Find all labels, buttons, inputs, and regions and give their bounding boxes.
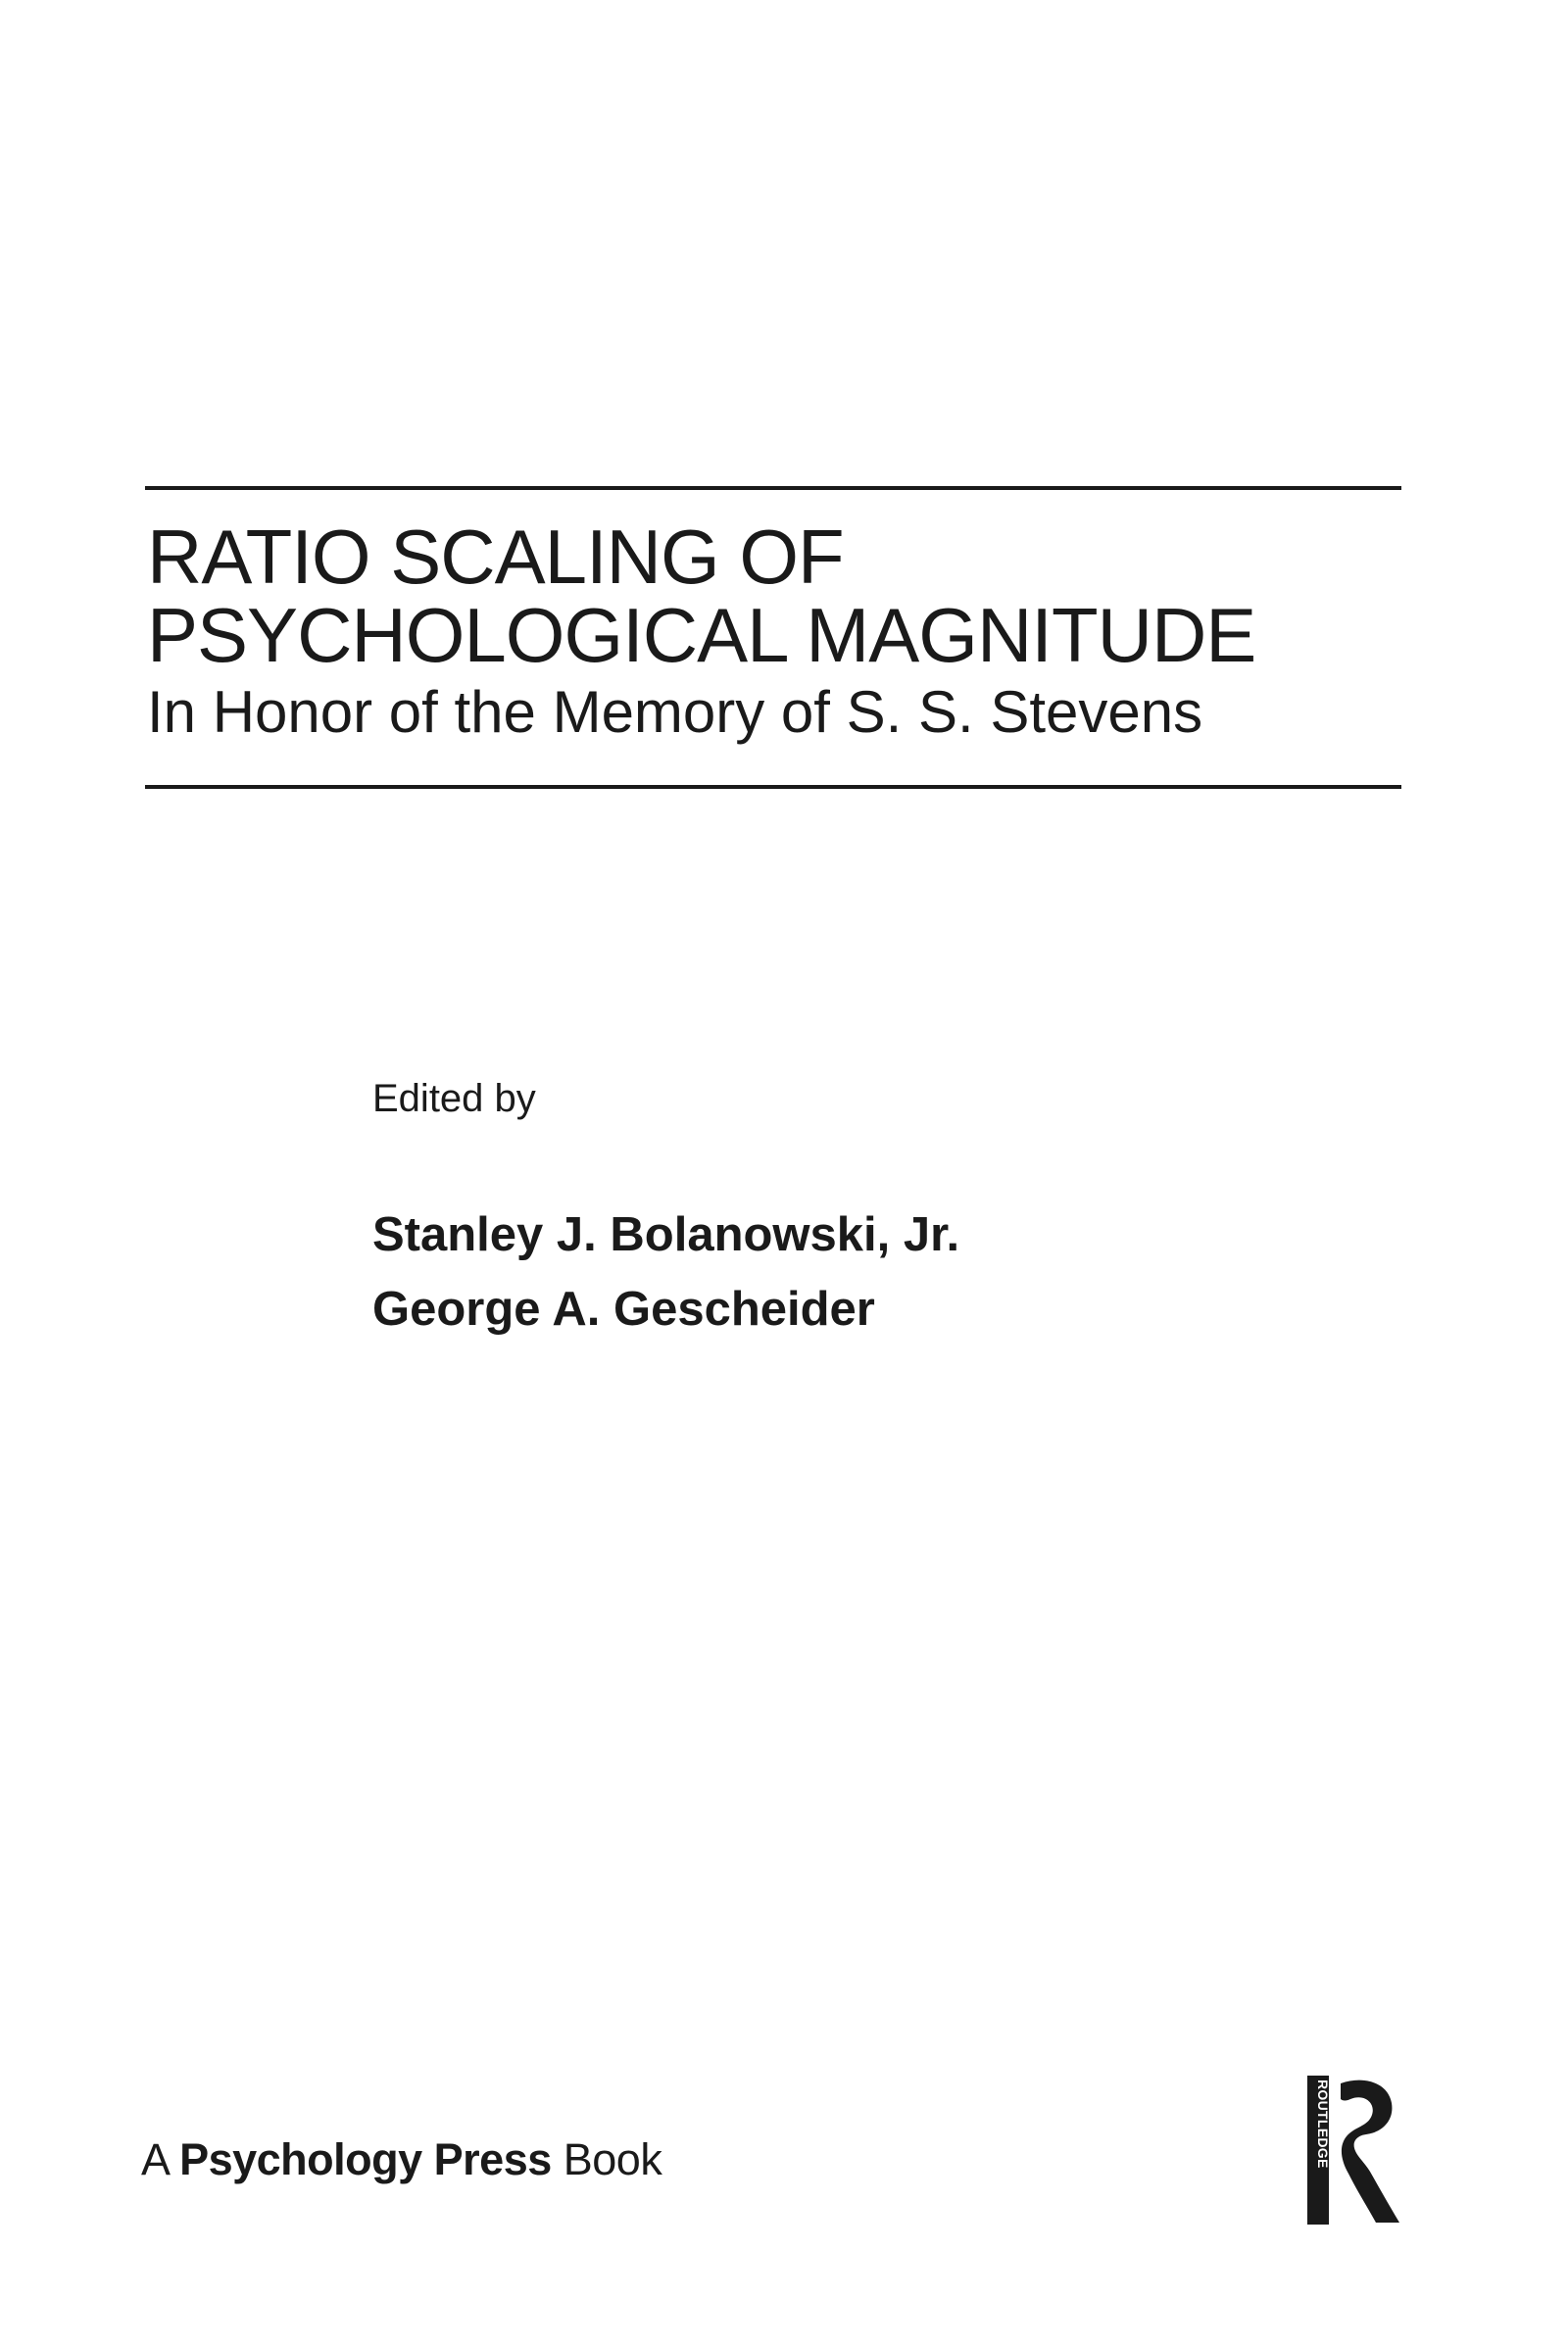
book-subtitle: In Honor of the Memory of S. S. Stevens [147, 679, 1203, 745]
edited-by-label: Edited by [372, 1077, 536, 1120]
editor-name: George A. Gescheider [372, 1283, 875, 1336]
imprint-line [141, 2134, 662, 2185]
editor-name: Stanley J. Bolanowski, Jr. [372, 1208, 960, 1261]
routledge-logo-icon [1307, 2076, 1401, 2225]
book-title [147, 514, 1256, 678]
routledge-logo-text: ROUTLEDGE [1315, 2080, 1331, 2169]
top-rule [145, 486, 1401, 490]
imprint-publisher: Psychology Press [179, 2134, 552, 2184]
imprint-suffix: Book [563, 2134, 662, 2184]
book-title-line-2: PSYCHOLOGICAL MAGNITUDE [147, 592, 1256, 678]
bottom-rule [145, 785, 1401, 789]
book-title-line-1: RATIO SCALING OF [147, 514, 844, 600]
editors-list [372, 1198, 959, 1346]
imprint-prefix: A [141, 2134, 169, 2184]
